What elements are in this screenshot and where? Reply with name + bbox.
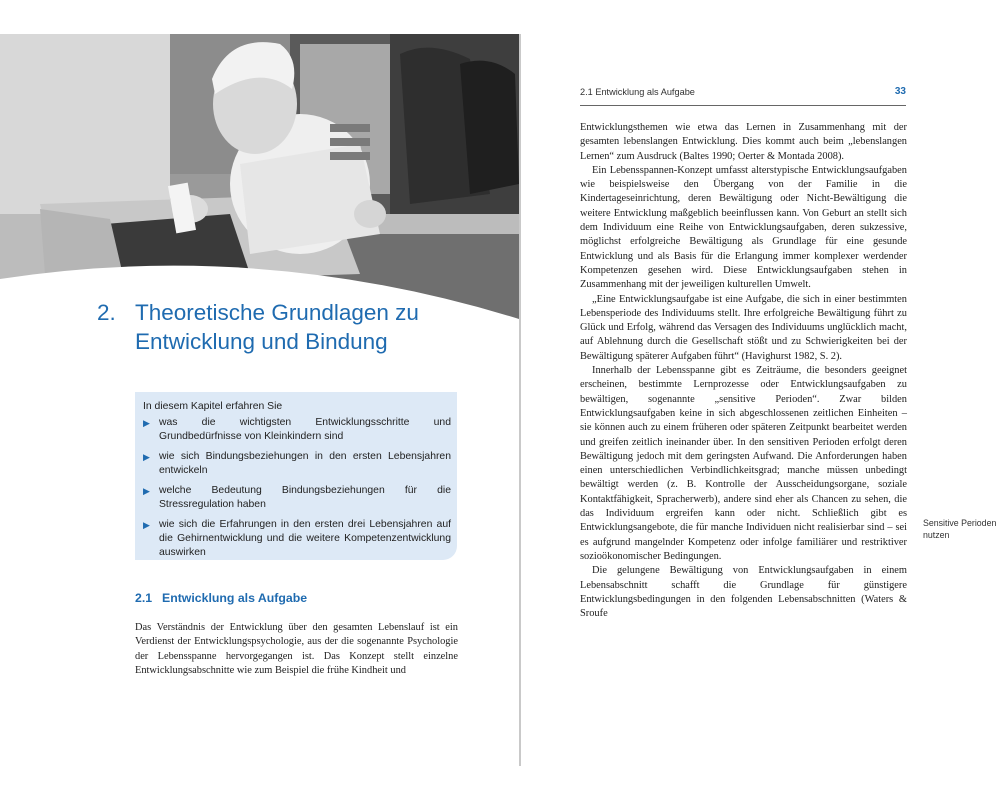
triangle-bullet-icon: ▶ bbox=[143, 520, 150, 530]
body-paragraph: Das Verständnis der Entwicklung über den gesamten Lebenslauf ist ein Verdienst der Entwicklungspsychologie, aus der die sogenannte Psychologie der Lebensspanne hervorgegangen ist. Das Konzept stellt einzelne Entwicklungsabschnitte wie zum Beispiel die frühe Kindheit und bbox=[135, 622, 458, 676]
chapter-number: 2. bbox=[97, 300, 116, 325]
section-number: 2.1 bbox=[135, 591, 153, 605]
page-gutter bbox=[519, 34, 521, 766]
learning-goal-item: ▶ wie sich Bindungsbeziehungen in den ersten Lebensjahren entwickeln bbox=[143, 451, 451, 476]
learning-goal-item: ▶ wie sich die Erfahrungen in den ersten drei Lebensjahren auf die Gehirnentwicklung und die weitere Kompetenzentwicklung auswirken bbox=[143, 519, 451, 558]
body-paragraph: Innerhalb der Lebensspanne gibt es Zeiträume, die besonders geeignet erscheinen, bestimmte Lernprozesse oder Entwicklungsaufgaben zu bewältigen, sogenannte „sensitive Perioden“. Zwar bilden Entwicklungsaufgaben keine in sich abgeschlossenen zeitlichen Einheiten – sie können auch zu einem früheren oder späteren Zeitpunkt bearbeitet werden und greifen zeitlich ineinander über. In den sensitiven Perioden erfolgt deren Bewältigung jedoch mit dem geringsten Aufwand. Die Anforderungen haben einen unterschiedlichen Verbindlichkeitsgrad; manche müssen unbedingt bewältigt werden (z. B. Kontrolle der Ausscheidungsorgane, soziale Kontaktfähigkeit, Spracherwerb), andere sind eher als Chancen zu sehen, die das Individuum ergreifen kann oder nicht. Schließlich gibt es Entwicklungsangebote, die für manche Individuen nicht realisierbar sind – sei es aufgrund mangelnder Kompetenz oder infolge familiärer und restriktiver sozioökonomischer Bedingungen. bbox=[580, 365, 907, 562]
learning-goals-title: In diesem Kapitel erfahren Sie bbox=[143, 401, 283, 412]
chapter-title-line-2: Entwicklung und Bindung bbox=[135, 329, 388, 354]
running-head bbox=[580, 87, 906, 101]
learning-goals-list bbox=[143, 416, 451, 566]
margin-note: Sensitive Perioden nutzen bbox=[923, 518, 997, 540]
learning-goals-box bbox=[135, 392, 457, 560]
triangle-bullet-icon: ▶ bbox=[143, 418, 150, 428]
running-head-title: 2.1 Entwicklung als Aufgabe bbox=[580, 87, 695, 97]
learning-goal-item: ▶ was die wichtigsten Entwicklungsschritte und Grundbedürfnisse von Kleinkindern sind bbox=[143, 417, 451, 442]
body-paragraph: Ein Lebensspannen-Konzept umfasst alterstypische Entwicklungsaufgaben wie beispielsweise den Übergang von der Familie in die Kindertageseinrichtung, deren Bewältigung oder Nicht-Bewältigung die weitere Entwicklung maßgeblich beeinflussen kann. Von Geburt an stellt sich dem Individuum eine Reihe von Entwicklungsaufgaben, deren sukzessive, möglichst erfolgreiche Bewältigung als Grundlage für eine gesunde Entwicklung und als Basis für die Erlangung immer komplexer werdender Kompetenzen gesehen wird. Diese Entwicklungsaufgaben stehen in Zusammenhang mit der jeweiligen kulturellen Umwelt. bbox=[580, 164, 907, 291]
quote-paragraph: „Eine Entwicklungsaufgabe ist eine Aufgabe, die sich in einer bestimmten Lebensperiode des Individuums stellt. Ihre erfolgreiche Bewältigung führt zu Glück und Erfolg, während das Versagen des Individuums unglücklich macht, auf Ablehnung durch die Gesellschaft stößt und zu Schwierigkeiten bei der Bewältigung späterer Aufgaben führt“ (Havighurst 1982, S. 2). bbox=[580, 293, 907, 362]
triangle-bullet-icon: ▶ bbox=[143, 486, 150, 496]
chapter-photo bbox=[0, 34, 519, 324]
learning-goal-item: ▶ welche Bedeutung Bindungsbeziehungen für die Stressregulation haben bbox=[143, 485, 451, 510]
section-title: Entwicklung als Aufgabe bbox=[162, 591, 308, 605]
triangle-bullet-icon: ▶ bbox=[143, 452, 150, 462]
header-rule bbox=[580, 105, 906, 106]
body-paragraph: Die gelungene Bewältigung von Entwicklungsaufgaben in einem Lebensabschnitt schafft die Grundlage für günstigere Entwicklungsbedingungen in den folgenden Lebensabschnitten (Waters & Sroufe bbox=[580, 565, 907, 620]
chapter-title-line-1: Theoretische Grundlagen zu bbox=[135, 300, 419, 325]
body-paragraph: Entwicklungsthemen wie etwa das Lernen in Zusammenhang mit der gesamten lebenslangen Entwicklung. Dies kommt auch beim „lebenslangen Lernen“ zum Ausdruck (Baltes 1990; Oerter & Montada 2008). bbox=[580, 122, 907, 162]
page-number: 33 bbox=[894, 86, 906, 97]
section-heading bbox=[135, 591, 307, 605]
right-body-text bbox=[580, 121, 907, 621]
